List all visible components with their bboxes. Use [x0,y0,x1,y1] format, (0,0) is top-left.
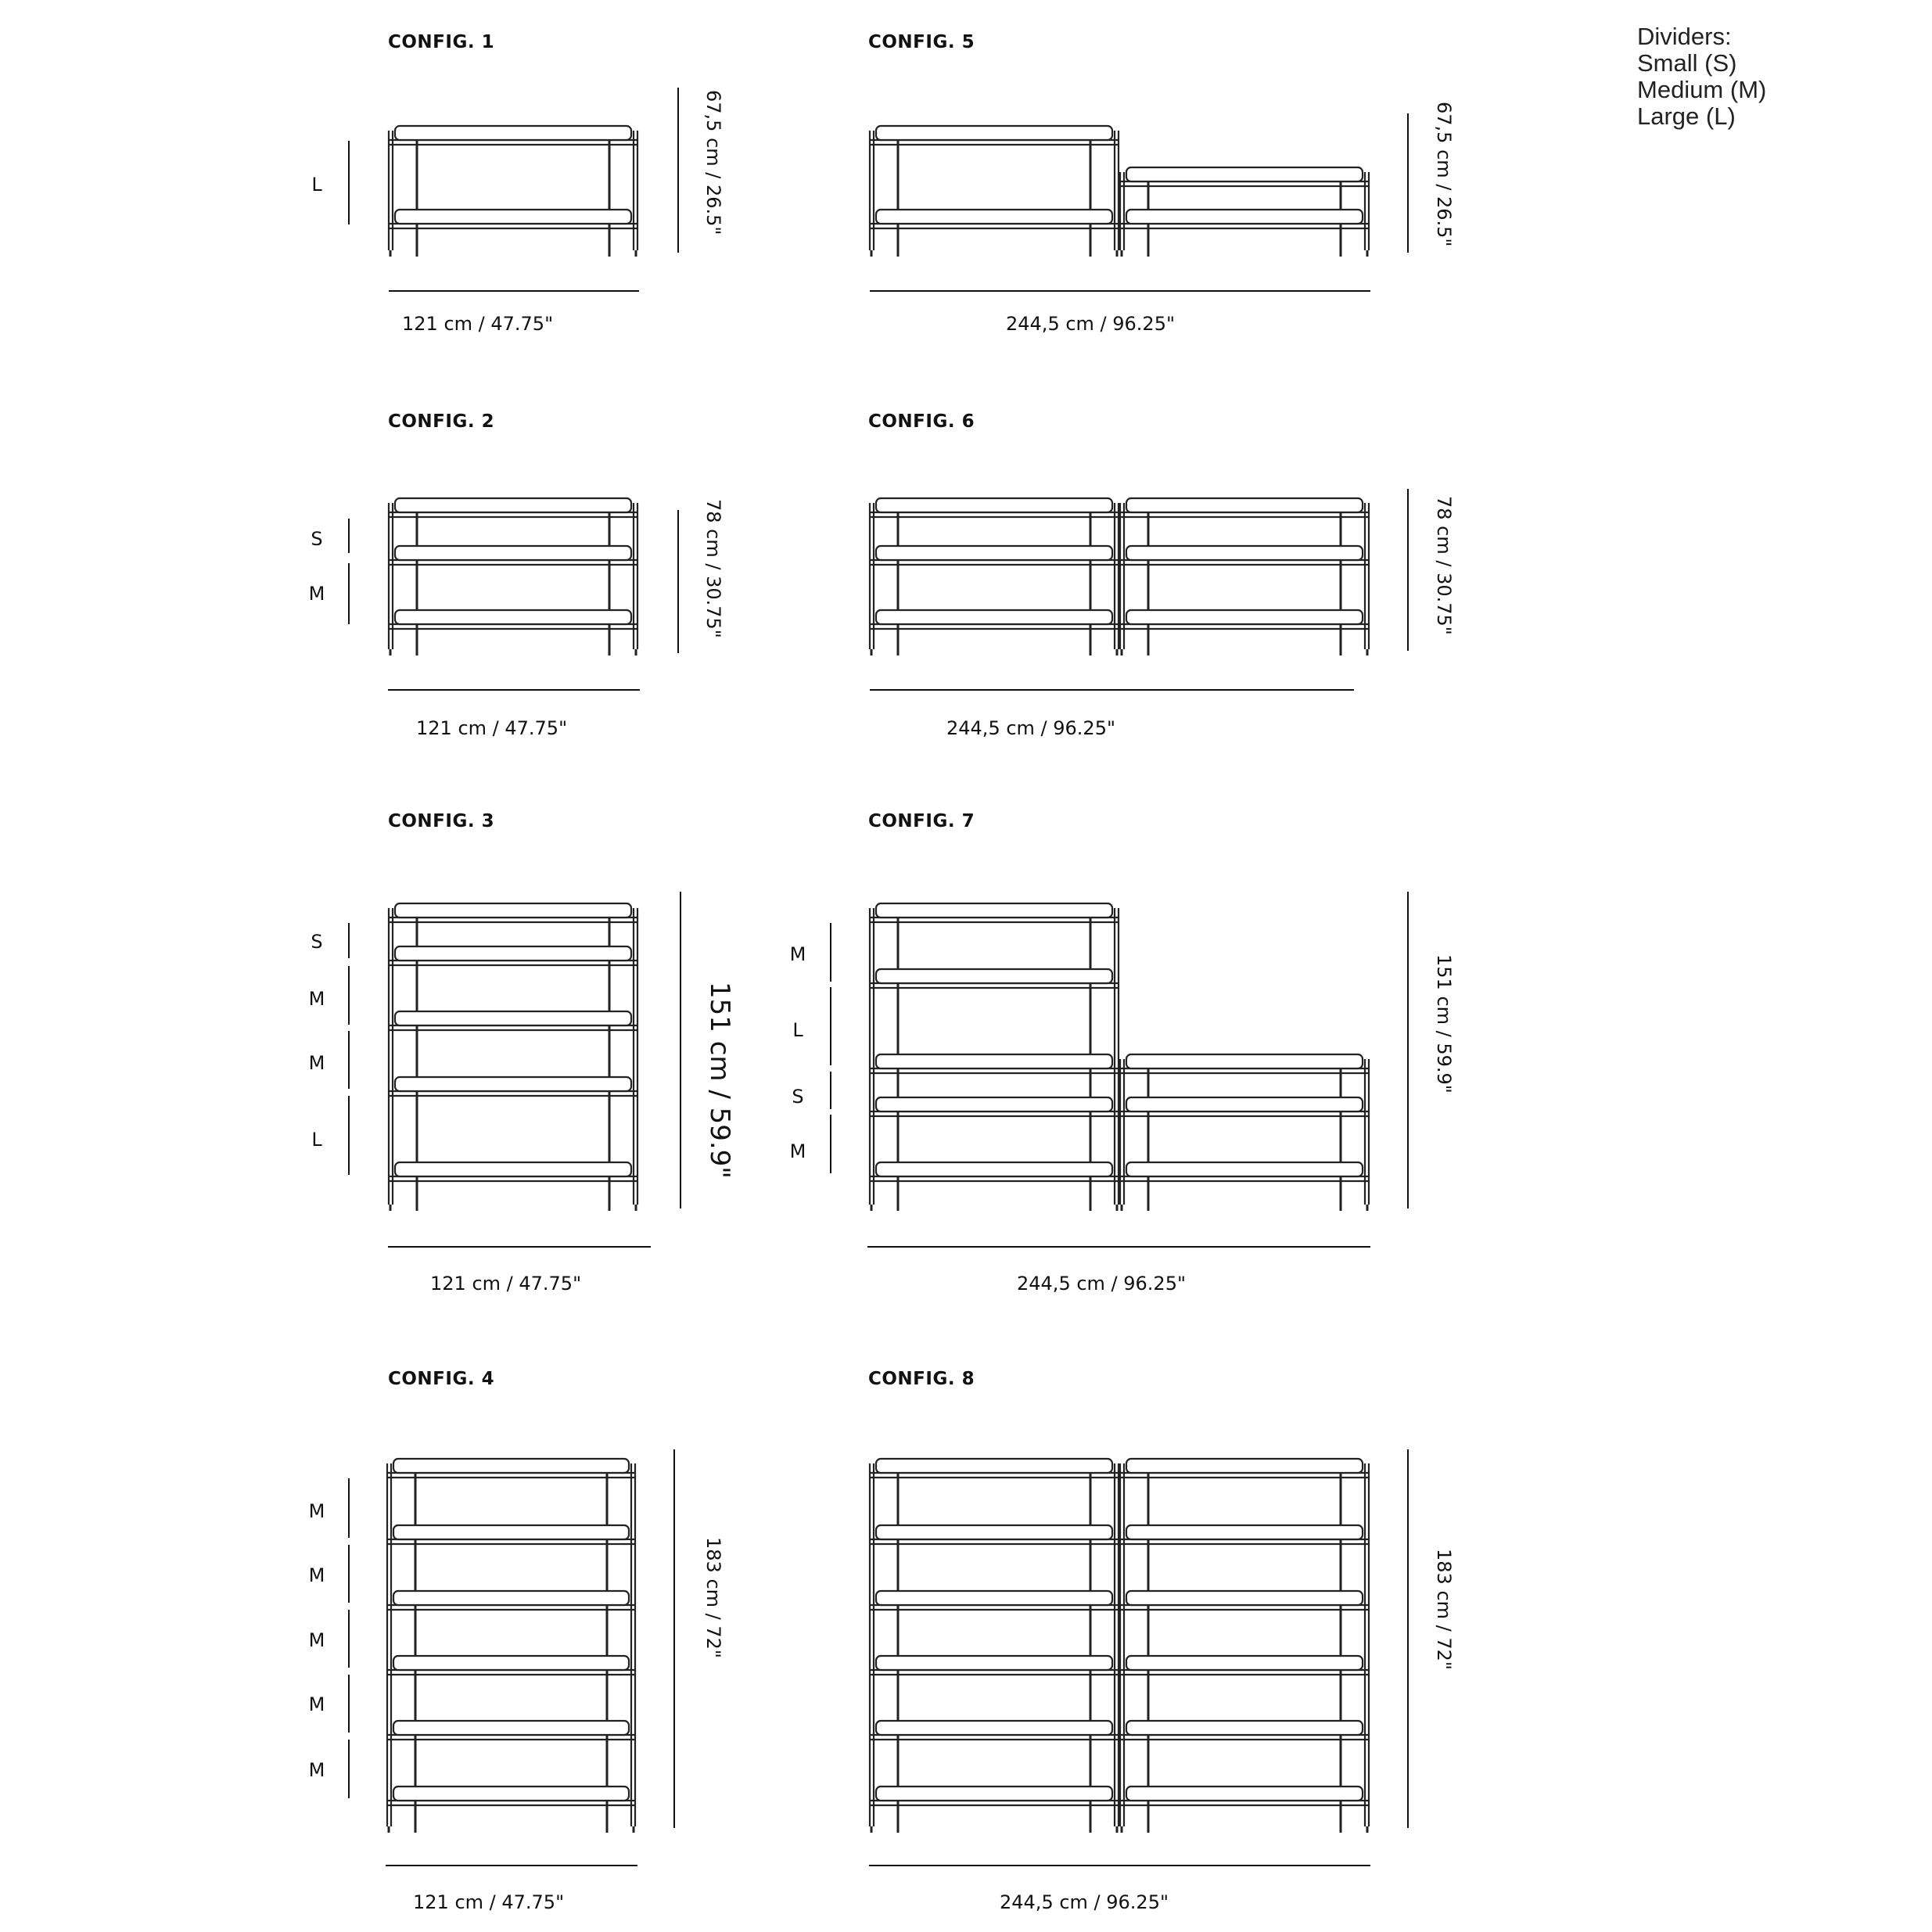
config-6-width-label: 244,5 cm / 96.25" [946,717,1115,739]
config-7-unit-left-shelf [876,1097,1112,1111]
config-2-unit-shelf [395,610,631,624]
config-4-unit-shelf [393,1787,629,1801]
config-4-unit-shelf [393,1656,629,1670]
legend-item-large: Large (L) [1637,102,1736,130]
config-8-unit-left-shelf [876,1459,1112,1473]
config-8-unit-left-shelf [876,1721,1112,1735]
config-8-unit-right-shelf [1126,1721,1363,1735]
config-1-width-label: 121 cm / 47.75" [402,313,554,335]
config-7-divider-label: M [789,1140,806,1162]
config-4-height-label: 183 cm / 72" [702,1537,724,1658]
config-7-divider-label: M [789,943,806,965]
config-3-unit-shelf [395,1077,631,1091]
config-1-unit-shelf [395,210,631,224]
config-5-width-label: 244,5 cm / 96.25" [1006,313,1175,335]
config-5-title: CONFIG. 5 [868,32,975,52]
config-8-unit-right-shelf [1126,1459,1363,1473]
config-6-unit-left-shelf [876,610,1112,624]
config-6-height-label: 78 cm / 30.75" [1433,496,1455,635]
config-8-unit-right-shelf [1126,1525,1363,1539]
config-2-width-label: 121 cm / 47.75" [416,717,568,739]
config-4-unit-shelf [393,1591,629,1605]
config-6-unit-left-shelf [876,546,1112,560]
config-3-unit-shelf [395,903,631,918]
config-2-height-label: 78 cm / 30.75" [702,499,724,638]
legend-heading: Dividers: [1637,23,1732,50]
config-7-unit-right-shelf [1126,1162,1363,1176]
config-6-unit-right-shelf [1126,498,1363,512]
config-4-divider-label: M [308,1564,325,1586]
config-3-unit-shelf [395,1011,631,1025]
config-1-unit-shelf [395,126,631,140]
legend-item-small: Small (S) [1637,49,1737,77]
config-4-divider-label: M [308,1629,325,1651]
config-3-divider-label: M [308,988,325,1010]
config-3-title: CONFIG. 3 [388,811,495,831]
config-7-width-label: 244,5 cm / 96.25" [1017,1273,1186,1295]
config-4-width-label: 121 cm / 47.75" [413,1891,565,1913]
config-5-unit-right-shelf [1126,210,1363,224]
config-4-divider-label: M [308,1759,325,1781]
config-5-unit-left-shelf [876,126,1112,140]
config-3-divider-label: S [311,931,323,953]
config-1-title: CONFIG. 1 [388,32,495,52]
config-7-unit-right-shelf [1126,1054,1363,1068]
config-2-unit-shelf [395,546,631,560]
config-3-width-label: 121 cm / 47.75" [430,1273,582,1295]
config-4-divider-label: M [308,1693,325,1715]
config-8-unit-right-shelf [1126,1787,1363,1801]
config-3-unit-shelf [395,1162,631,1176]
config-7-unit-left-shelf [876,903,1112,918]
config-7-divider-label: L [792,1019,803,1041]
config-3-unit-shelf [395,946,631,961]
config-1-height-label: 67,5 cm / 26.5" [702,90,724,235]
config-8-width-label: 244,5 cm / 96.25" [1000,1891,1169,1913]
config-8-unit-left-shelf [876,1591,1112,1605]
config-6-unit-right-shelf [1126,546,1363,560]
config-4-unit-shelf [393,1721,629,1735]
config-4-unit-shelf [393,1525,629,1539]
config-7-unit-left-shelf [876,1054,1112,1068]
config-6-unit-left-shelf [876,498,1112,512]
config-3-height-label: 151 cm / 59.9" [704,982,735,1179]
config-7-unit-left-shelf [876,1162,1112,1176]
config-7-title: CONFIG. 7 [868,811,975,831]
config-8-unit-left-shelf [876,1656,1112,1670]
config-5-height-label: 67,5 cm / 26.5" [1433,102,1455,247]
config-7-unit-left-shelf [876,969,1112,983]
config-3-divider-label: M [308,1052,325,1074]
config-7-divider-label: S [792,1086,804,1108]
legend-item-medium: Medium (M) [1637,76,1767,103]
config-8-unit-left-shelf [876,1525,1112,1539]
config-6-title: CONFIG. 6 [868,411,975,432]
config-4-divider-label: M [308,1500,325,1522]
config-8-unit-right-shelf [1126,1656,1363,1670]
config-7-height-label: 151 cm / 59.9" [1433,954,1455,1093]
config-8-height-label: 183 cm / 72" [1433,1549,1455,1670]
config-8-unit-left-shelf [876,1787,1112,1801]
config-2-unit-shelf [395,498,631,512]
config-3-divider-label: L [311,1129,322,1151]
config-1-divider-label: L [311,174,322,196]
config-2-divider-label: M [308,583,325,605]
config-2-divider-label: S [311,528,323,550]
config-4-title: CONFIG. 4 [388,1369,495,1389]
config-4-unit-shelf [393,1459,629,1473]
config-6-unit-right-shelf [1126,610,1363,624]
config-5-unit-left-shelf [876,210,1112,224]
config-8-unit-right-shelf [1126,1591,1363,1605]
config-2-title: CONFIG. 2 [388,411,495,432]
config-7-unit-right-shelf [1126,1097,1363,1111]
config-8-title: CONFIG. 8 [868,1369,975,1389]
config-5-unit-right-shelf [1126,167,1363,181]
